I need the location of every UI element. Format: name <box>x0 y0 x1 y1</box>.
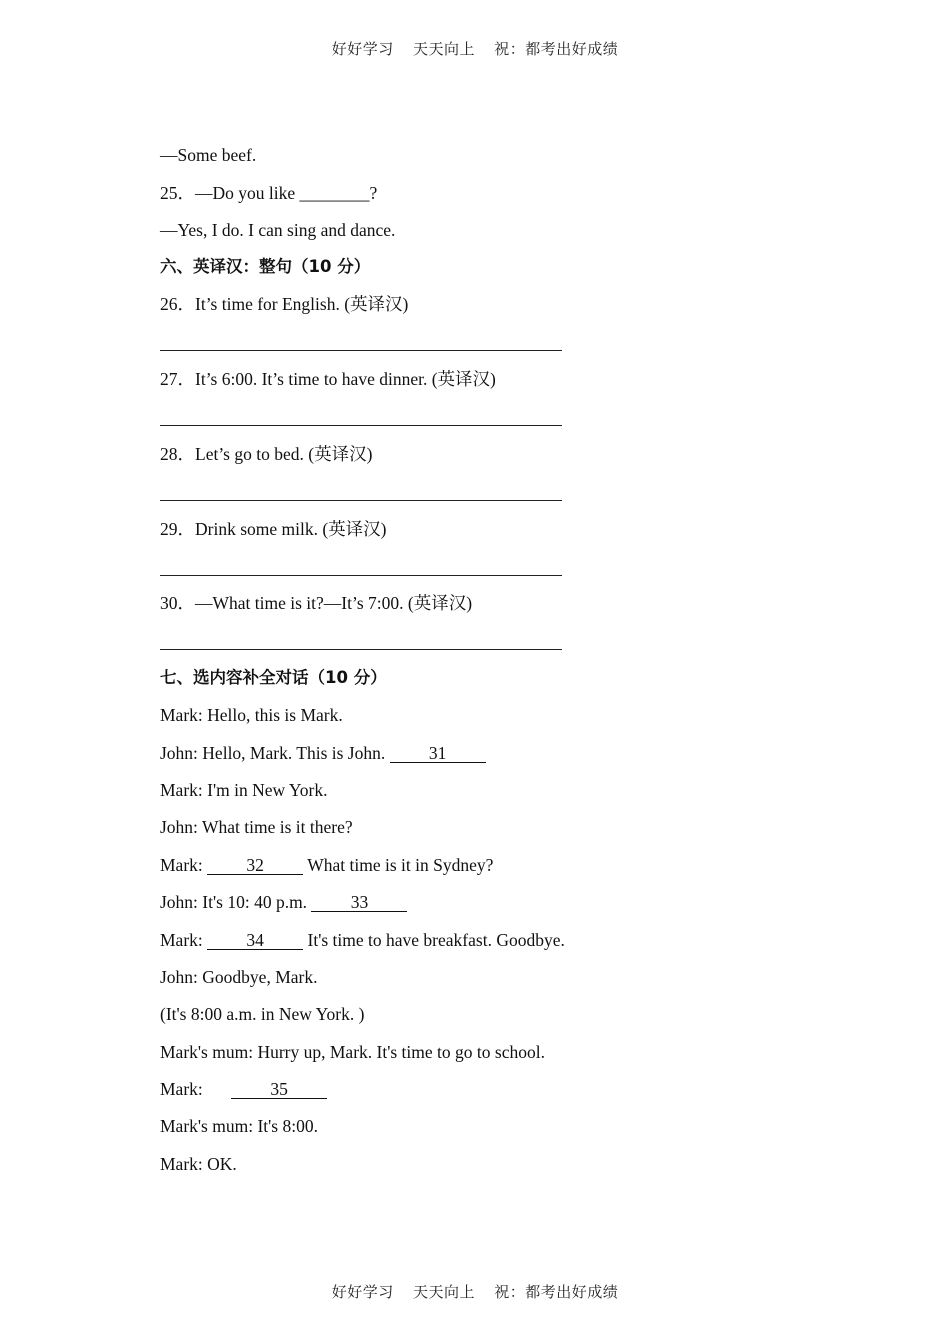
dialogue-line: Mark's mum: Hurry up, Mark. It's time to go to school. <box>160 1042 545 1062</box>
answer-rule <box>160 500 562 501</box>
dialogue-line <box>160 854 493 876</box>
question-28: 28．Let’s go to bed. (英译汉) <box>160 444 373 464</box>
header-mid: 天天向上 <box>412 40 475 58</box>
dialogue-text: It's time to have breakfast. Goodbye. <box>307 930 565 950</box>
dialogue-text: Mark: <box>160 1079 203 1099</box>
dialogue-line: Mark: I'm in New York. <box>160 780 328 800</box>
blank-33: 33 <box>311 893 407 912</box>
section-7-title: 七、选内容补全对话（10 分） <box>160 668 387 687</box>
blank-32: 32 <box>207 856 303 875</box>
dialogue-line: Mark: Hello, this is Mark. <box>160 705 343 725</box>
question-25: 25．—Do you like ________? <box>160 183 378 203</box>
answer-rule <box>160 575 562 576</box>
dialogue-line <box>160 929 565 951</box>
question-30: 30．—What time is it?—It’s 7:00. (英译汉) <box>160 593 473 613</box>
dialogue-line: John: Goodbye, Mark. <box>160 967 318 987</box>
section-6-title: 六、英译汉：整句（10 分） <box>160 257 371 276</box>
dialogue-line: Mark's mum: It's 8:00. <box>160 1116 318 1136</box>
question-27: 27．It’s 6:00. It’s time to have dinner. (英译汉) <box>160 369 496 389</box>
blank-34: 34 <box>207 931 303 950</box>
blank-35: 35 <box>231 1080 327 1099</box>
answer-rule <box>160 350 562 351</box>
footer-mid: 天天向上 <box>412 1283 475 1301</box>
dialogue-line: Mark: OK. <box>160 1154 237 1174</box>
dialogue-line <box>160 1078 327 1100</box>
header-left: 好好学习 <box>331 40 394 58</box>
dialogue-line: John: What time is it there? <box>160 817 353 837</box>
question-29: 29．Drink some milk. (英译汉) <box>160 519 387 539</box>
blank-31: 31 <box>390 744 486 763</box>
page-footer <box>0 1281 950 1302</box>
footer-right: 祝：都考出好成绩 <box>494 1283 619 1301</box>
answer-line: —Some beef. <box>160 145 257 165</box>
dialogue-text: Mark: <box>160 930 203 950</box>
dialogue-line: (It's 8:00 a.m. in New York. ) <box>160 1004 365 1024</box>
dialogue-line <box>160 742 486 764</box>
dialogue-text: John: Hello, Mark. This is John. <box>160 743 386 763</box>
dialogue-text: Mark: <box>160 855 203 875</box>
footer-left: 好好学习 <box>331 1283 394 1301</box>
question-26: 26．It’s time for English. (英译汉) <box>160 294 409 314</box>
dialogue-line <box>160 891 407 913</box>
answer-line: —Yes, I do. I can sing and dance. <box>160 220 396 240</box>
dialogue-text: John: It's 10: 40 p.m. <box>160 892 308 912</box>
answer-rule <box>160 649 562 650</box>
answer-rule <box>160 425 562 426</box>
dialogue-text: What time is it in Sydney? <box>307 855 494 875</box>
page-header <box>0 38 950 59</box>
header-right: 祝：都考出好成绩 <box>494 40 619 58</box>
